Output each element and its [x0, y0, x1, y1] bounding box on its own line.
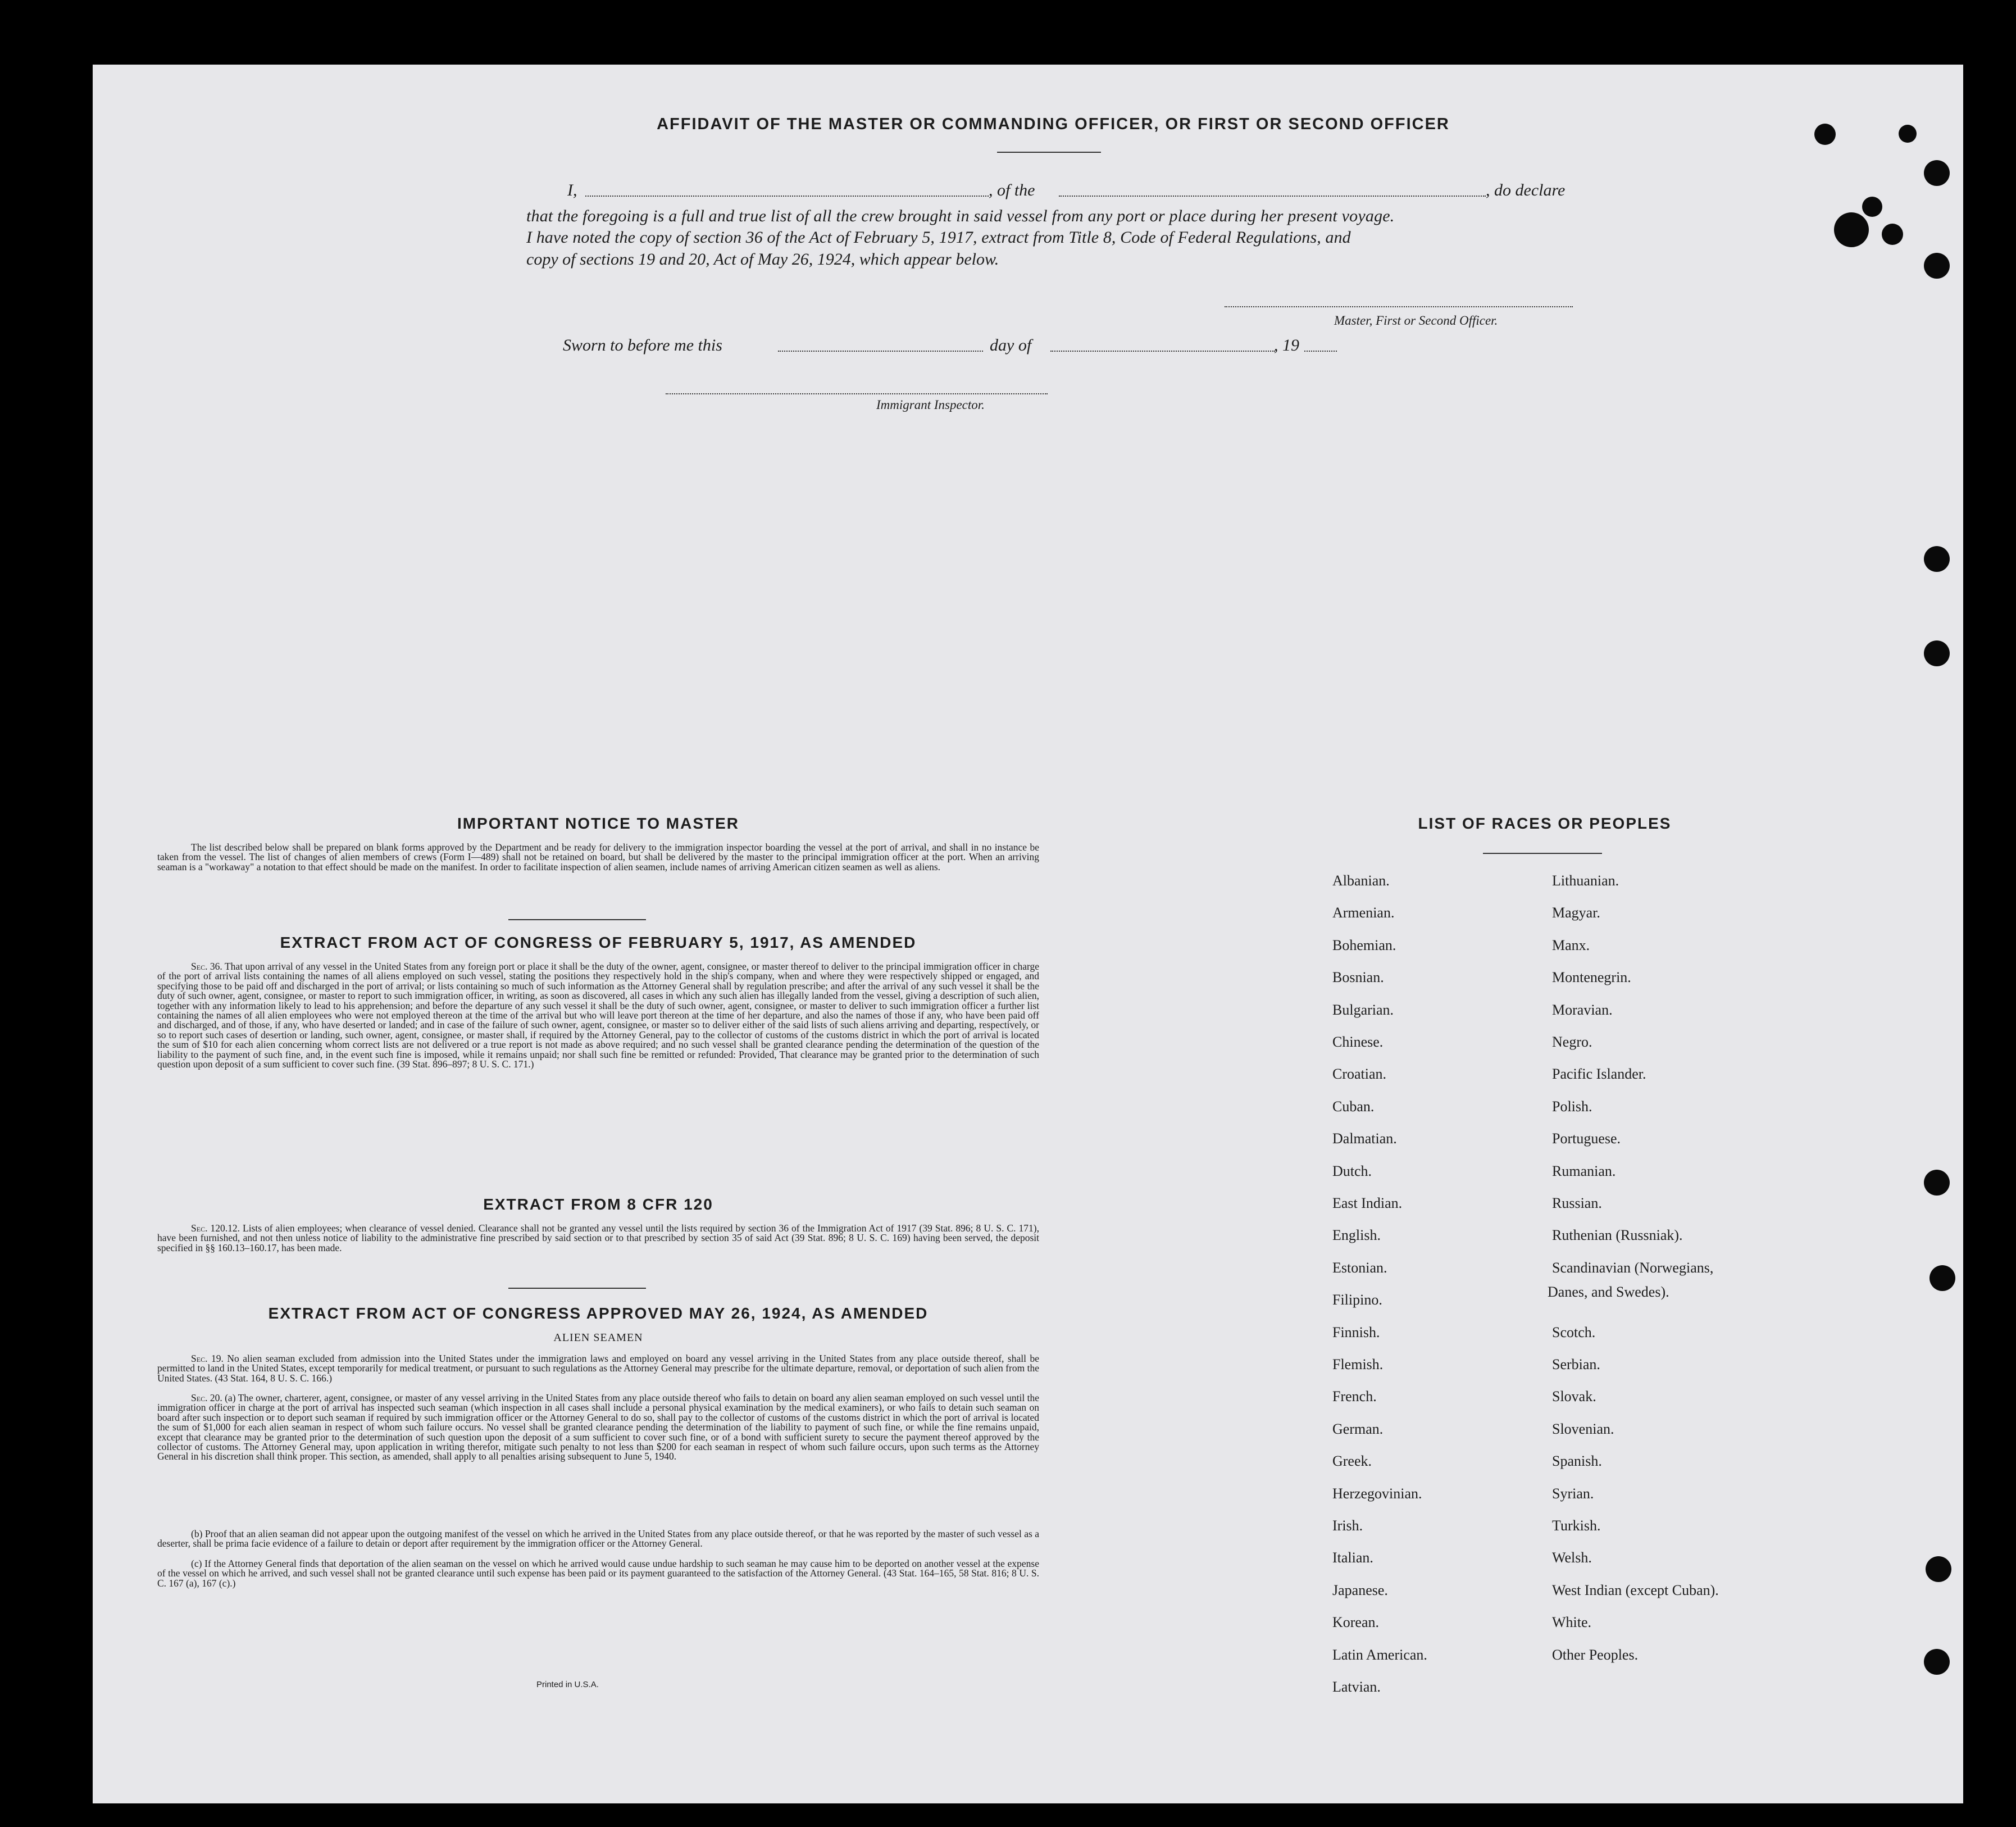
- race-item: Magyar.: [1552, 905, 1600, 921]
- of-the-label: , of the: [989, 181, 1035, 199]
- race-item: Estonian.: [1332, 1259, 1387, 1276]
- race-item: Albanian.: [1332, 872, 1390, 889]
- extract-1917-section: [157, 962, 1039, 1069]
- race-item: English.: [1332, 1227, 1381, 1244]
- race-item: Latin American.: [1332, 1646, 1427, 1663]
- sworn-year-field[interactable]: [1304, 351, 1337, 352]
- affidavit-line-2: that the foregoing is a full and true list of all the crew brought in said vessel from any port or place during her present voyage.: [526, 207, 1395, 225]
- race-item: Croatian.: [1332, 1066, 1387, 1083]
- race-item: White.: [1552, 1614, 1592, 1631]
- sec-120-12-text: Lists of alien employees; when clearance of vessel denied. Clearance shall not be granted any vessel until the lists required by section 36 of the Immigration Act of 1917 (39 Stat. 896; 8 U. S. C. 171), have been furnished, and not then unless notice of liability to the administrative fine prescribed by said section or to that prescribed by section 35 of said Act (39 Stat. 896; 8 U. S. C. 169) having been served, the deposit specified in §§ 160.13–160.17, has been made.: [157, 1222, 1040, 1253]
- race-item: Chinese.: [1332, 1034, 1384, 1050]
- sec-20c: (c) If the Attorney General finds that deportation of the alien seaman on the vessel on which he arrived would cause undue hardship to such seaman he may cause him to be deported on another vessel at the expense of the vessel on which he arrived, and such vessel shall not be granted clearance until such expense has been paid or its payment guaranteed to the satisfaction of the Attorney General. (43 Stat. 164–165, 58 Stat. 816; 8 U. S. C. 167 (a), 167 (c).): [157, 1558, 1039, 1589]
- race-item: Flemish.: [1332, 1356, 1384, 1372]
- sec-19-label: Sec. 19.: [191, 1353, 224, 1364]
- race-item: German.: [1332, 1420, 1384, 1437]
- punch-hole: [1882, 224, 1903, 245]
- race-item: Finnish.: [1332, 1324, 1380, 1340]
- affidavit-line-3: I have noted the copy of section 36 of the Act of February 5, 1917, extract from Title 8, Code of Federal Regulations, and: [526, 228, 1351, 247]
- race-item: Syrian.: [1552, 1485, 1594, 1502]
- race-item: Slovak.: [1552, 1388, 1596, 1405]
- race-item: Spanish.: [1552, 1453, 1602, 1470]
- sworn-day-field[interactable]: [778, 351, 983, 352]
- extract-1917-title: EXTRACT FROM ACT OF CONGRESS OF FEBRUARY 5, 1917, AS AMENDED: [280, 934, 917, 951]
- day-of-label: day of: [990, 336, 1032, 355]
- affidavit-title: AFFIDAVIT OF THE MASTER OR COMMANDING OFFICER, OR FIRST OR SECOND OFFICER: [657, 115, 1450, 133]
- race-item: Filipino.: [1332, 1292, 1382, 1308]
- printed-in-usa: Printed in U.S.A.: [536, 1680, 599, 1689]
- race-item: Welsh.: [1552, 1549, 1592, 1566]
- declarant-name-field[interactable]: [585, 196, 989, 197]
- race-item: Japanese.: [1332, 1581, 1388, 1598]
- race-item: Dutch.: [1332, 1162, 1372, 1179]
- do-declare-label: , do declare: [1486, 181, 1566, 199]
- punch-hole: [1814, 124, 1836, 145]
- race-item: Bohemian.: [1332, 937, 1396, 953]
- affidavit-line-4: copy of sections 19 and 20, Act of May 26, 1924, which appear below.: [526, 250, 999, 269]
- section-rule: [508, 919, 646, 920]
- race-item: Pacific Islander.: [1552, 1066, 1646, 1083]
- punch-hole: [1924, 546, 1950, 572]
- section-rule: [508, 1288, 646, 1289]
- race-item: Scotch.: [1552, 1324, 1596, 1340]
- race-item: Bosnian.: [1332, 969, 1384, 986]
- race-item: Other Peoples.: [1552, 1646, 1639, 1663]
- race-item: Latvian.: [1332, 1679, 1381, 1695]
- punch-hole: [1924, 160, 1950, 186]
- declarant-label: I,: [567, 181, 577, 199]
- race-item: Moravian.: [1552, 1001, 1613, 1018]
- inspector-signature-field[interactable]: [666, 393, 1048, 394]
- sec-19: [157, 1354, 1039, 1383]
- race-item: Cuban.: [1332, 1098, 1375, 1115]
- sec-36-label: Sec. 36.: [191, 961, 222, 972]
- race-item: Montenegrin.: [1552, 969, 1631, 986]
- race-item: Serbian.: [1552, 1356, 1600, 1372]
- race-item: East Indian.: [1332, 1195, 1403, 1211]
- punch-hole: [1924, 253, 1950, 279]
- race-item: Lithuanian.: [1552, 872, 1619, 889]
- race-item: Greek.: [1332, 1453, 1372, 1470]
- cfr-title: EXTRACT FROM 8 CFR 120: [483, 1196, 713, 1213]
- punch-hole: [1924, 1649, 1950, 1675]
- sec-36-text: That upon arrival of any vessel in the United States from any foreign port or place it shall be the duty of the owner, agent, consignee, or master thereof to deliver to the principal immigration officer in charge of the port of arrival lists containing the names of all aliens employed on such vessel, stating the positions they respectively hold in the ship's company, when and where they were respectively shipped or engaged, and specifying those to be paid off and discharged in the port of arrival; or lists containing so much of such information as the Attorney General shall by regulation prescribe; and after the arrival of any such vessel it shall be the duty of such owner, agent, consignee, or master to report to such immigration officer, in writing, as soon as discovered, all cases in which any such alien has illegally landed from the vessel, giving a description of such alien, together with any information likely to lead to his apprehension; and before the departure of any such vessel it shall be the duty of such owner, agent, consignee, or master to deliver to such immigration officer a further list containing the names of all alien employees who were not employed thereon at the time of the arrival but who will leave port thereon at the time of her departure, and also the names of those if any, who have been paid off and discharged, and of those, if any, who have deserted or landed; and in case of the failure of such owner, agent, consignee, or master so to deliver either of the said lists of such aliens arriving and departing, respectively, or so to report such cases of desertion or landing, such owner, agent, consignee, or master shall, if required by the Attorney General, pay to the collector of customs of the customs district in which the port of arrival is located the sum of $10 for each alien concerning whom correct lists are not delivered or a true report is not made as above required; and no such vessel shall be granted clearance pending the determination of the question of the liability to the payment of such fine, and, in the event such fine is imposed, while it remains unpaid; nor shall such fine be remitted or refunded: Provided, That clearance may be granted prior to the determination of such question upon deposit of a sum sufficient to cover such fine. (39 Stat. 896–897; 8 U. S. C. 171.): [157, 961, 1039, 1070]
- punch-hole: [1926, 1556, 1951, 1582]
- extract-1924-title: EXTRACT FROM ACT OF CONGRESS APPROVED MAY 26, 1924, AS AMENDED: [268, 1305, 929, 1322]
- races-title: LIST OF RACES OR PEOPLES: [1418, 815, 1672, 832]
- race-item: Dalmatian.: [1332, 1130, 1397, 1147]
- title-rule: [997, 152, 1101, 153]
- races-title-rule: [1483, 853, 1602, 854]
- notice-text: The list described below shall be prepared on blank forms approved by the Department and be ready for delivery to the immigration inspector boarding the vessel at the port of arrival, and shall in no instance be taken from the vessel. The list of changes of alien members of crews (Form I—489) shall not be retained on board, but shall be delivered by the master to the principal immigration officer at the port. When an arriving seaman is a "workaway" a notation to that effect should be made on the manifest. In order to facilitate inspection of alien seamen, include names of arriving American citizen seamen as well as aliens.: [157, 842, 1039, 872]
- sec-20a-text: (a) The owner, charterer, agent, consignee, or master of any vessel arriving in the United States from any place outside thereof who fails to detain on board any alien seaman employed on such vessel until the immigration officer in charge at the port of arrival has inspected such seaman (which inspection in all cases shall include a personal physical examination by the medical examiners), or who fails to detain such seaman on board after such inspection or to deport such seaman if required by such immigration officer or the Attorney General to do so, shall pay to the collector of customs of the customs district in which the port of arrival is located the sum of $1,000 for each alien seaman in respect of whom such failure occurs. No vessel shall be granted clearance pending the determination of the liability to payment of such fine, or while the fine remains unpaid, except that clearance may be granted prior to the determination of such question upon the deposit of a sum sufficient to cover such fine, or of a bond with sufficient surety to secure the payment thereof approved by the collector of customs. The Attorney General may, upon application in writing therefor, mitigate such penalty to not less than $200 for each seaman in respect of whom such failure occurs, upon such terms as the Attorney General in his discretion shall think proper. This section, as amended, shall apply to all penalties arising subsequent to June 5, 1940.: [157, 1392, 1039, 1462]
- punch-hole: [1924, 640, 1950, 666]
- race-item: Portuguese.: [1552, 1130, 1621, 1147]
- alien-seamen-subtitle: ALIEN SEAMEN: [553, 1331, 643, 1344]
- punch-hole: [1929, 1265, 1955, 1291]
- race-item: Polish.: [1552, 1098, 1592, 1115]
- punch-hole: [1899, 125, 1917, 143]
- race-item: West Indian (except Cuban).: [1552, 1581, 1719, 1598]
- race-item: Russian.: [1552, 1195, 1602, 1211]
- punch-hole: [1862, 197, 1882, 217]
- race-item: Armenian.: [1332, 905, 1395, 921]
- punch-hole: [1924, 1170, 1950, 1196]
- sworn-month-field[interactable]: [1050, 351, 1275, 352]
- race-item: Manx.: [1552, 937, 1590, 953]
- year-label: , 19: [1274, 336, 1299, 355]
- race-item-scandinavian-cont: Danes, and Swedes).: [1548, 1284, 1669, 1300]
- race-item: French.: [1332, 1388, 1377, 1405]
- inspector-signature-label: Immigrant Inspector.: [876, 398, 985, 412]
- race-item: Rumanian.: [1552, 1162, 1616, 1179]
- race-item: Ruthenian (Russniak).: [1552, 1227, 1683, 1244]
- sec-120-12-label: Sec. 120.12.: [191, 1222, 240, 1234]
- race-item: Slovenian.: [1552, 1420, 1614, 1437]
- race-item: Italian.: [1332, 1549, 1373, 1566]
- cfr-section: [157, 1224, 1039, 1253]
- race-item: Scandinavian (Norwegians,: [1552, 1259, 1714, 1276]
- race-item: Irish.: [1332, 1517, 1363, 1534]
- race-item: Turkish.: [1552, 1517, 1601, 1534]
- sec-19-text: No alien seaman excluded from admission into the United States under the immigration laws and employed on board any vessel arriving in the United States from any place outside thereof, shall be permitted to land in the United States, except temporarily for medical treatment, or pursuant to such regulations as the Attorney General may prescribe for the ultimate departure, removal, or deportation of such alien from the United States. (43 Stat. 164, 8 U. S. C. 166.): [157, 1353, 1040, 1384]
- race-item: Negro.: [1552, 1034, 1592, 1050]
- punch-hole: [1834, 212, 1869, 247]
- master-signature-label: Master, First or Second Officer.: [1334, 313, 1498, 328]
- master-signature-field[interactable]: [1225, 306, 1573, 307]
- race-item: Korean.: [1332, 1614, 1380, 1631]
- sec-20-label: Sec. 20.: [191, 1392, 222, 1403]
- vessel-name-field[interactable]: [1059, 196, 1486, 197]
- race-item: Bulgarian.: [1332, 1001, 1394, 1018]
- notice-title: IMPORTANT NOTICE TO MASTER: [457, 815, 740, 832]
- sec-20a: [157, 1393, 1039, 1462]
- sworn-label: Sworn to before me this: [563, 336, 722, 355]
- sec-20b: (b) Proof that an alien seaman did not appear upon the outgoing manifest of the vessel on which he arrived in the United States from any place outside thereof, or that he was reported by the master of such vessel as a deserter, shall be prima facie evidence of a failure to detain or deport after requirement by the immigration officer or the Attorney General.: [157, 1528, 1039, 1549]
- race-item: Herzegovinian.: [1332, 1485, 1422, 1502]
